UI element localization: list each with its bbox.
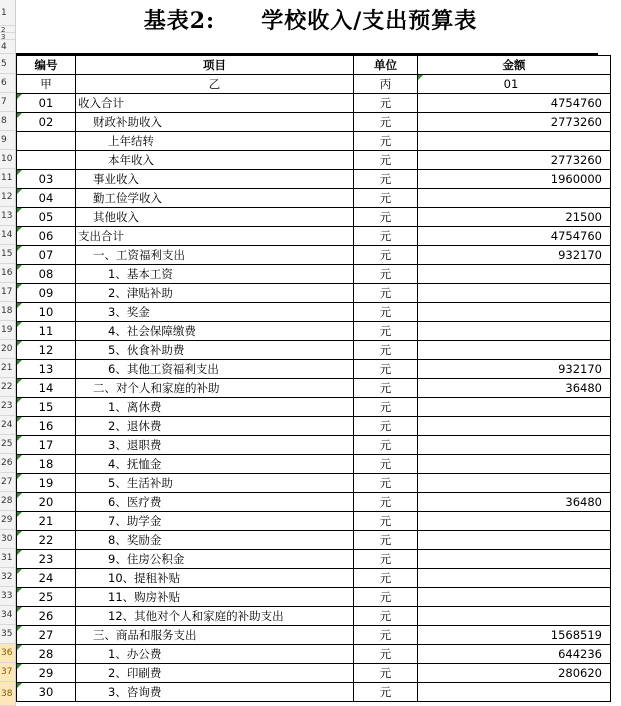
budget-table xyxy=(16,55,611,702)
cell-item[interactable]: 二、对个人和家庭的补助 xyxy=(76,379,354,398)
row-number[interactable]: 30 xyxy=(0,530,15,549)
cell-item[interactable]: 2、退休费 xyxy=(76,417,354,436)
cell-code[interactable]: 12 xyxy=(17,341,76,360)
cell-item[interactable]: 1、办公费 xyxy=(76,645,354,664)
cell-unit[interactable]: 元 xyxy=(354,436,418,455)
row-number[interactable]: 8 xyxy=(0,112,15,131)
subheader-code[interactable]: 甲 xyxy=(17,75,76,94)
cell-code[interactable]: 20 xyxy=(17,493,76,512)
title-main: 学校收入/支出预算表 xyxy=(261,8,478,34)
cell-unit[interactable]: 元 xyxy=(354,132,418,151)
cell-unit[interactable]: 元 xyxy=(354,322,418,341)
cell-amount[interactable]: 36480 xyxy=(418,379,611,398)
row-number[interactable]: 29 xyxy=(0,511,15,530)
cell-amount[interactable]: 1568519 xyxy=(418,626,611,645)
cell-item[interactable]: 11、购房补贴 xyxy=(76,588,354,607)
cell-item[interactable]: 10、提租补贴 xyxy=(76,569,354,588)
table-row xyxy=(17,170,611,189)
cell-item[interactable]: 财政补助收入 xyxy=(76,113,354,132)
header-amount[interactable]: 金额 xyxy=(418,56,611,75)
cell-code[interactable]: 02 xyxy=(17,113,76,132)
cell-code[interactable]: 10 xyxy=(17,303,76,322)
cell-item[interactable]: 事业收入 xyxy=(76,170,354,189)
subheader-item[interactable]: 乙 xyxy=(76,75,354,94)
cell-amount[interactable] xyxy=(418,436,611,455)
table-row xyxy=(17,322,611,341)
cell-item[interactable]: 6、其他工资福利支出 xyxy=(76,360,354,379)
table-row xyxy=(17,189,611,208)
cell-code[interactable]: 26 xyxy=(17,607,76,626)
row-number[interactable]: 2 xyxy=(0,26,15,33)
cell-item[interactable]: 3、咨询费 xyxy=(76,683,354,702)
cell-code[interactable]: 22 xyxy=(17,531,76,550)
row-number[interactable]: 12 xyxy=(0,188,15,207)
cell-amount[interactable]: 280620 xyxy=(418,664,611,683)
table-row xyxy=(17,607,611,626)
cell-unit[interactable]: 元 xyxy=(354,569,418,588)
cell-item[interactable]: 其他收入 xyxy=(76,208,354,227)
cell-code[interactable]: 05 xyxy=(17,208,76,227)
row-number[interactable]: 16 xyxy=(0,264,15,283)
budget-table-container xyxy=(16,53,602,702)
row-number[interactable]: 13 xyxy=(0,207,15,226)
cell-unit[interactable]: 元 xyxy=(354,455,418,474)
cell-unit[interactable]: 元 xyxy=(354,227,418,246)
row-number[interactable]: 35 xyxy=(0,625,15,644)
cell-unit[interactable]: 元 xyxy=(354,189,418,208)
row-number[interactable]: 25 xyxy=(0,435,15,454)
cell-item[interactable]: 4、社会保障缴费 xyxy=(76,322,354,341)
cell-code[interactable]: 30 xyxy=(17,683,76,702)
row-number[interactable]: 37 xyxy=(0,663,15,682)
table-row xyxy=(17,113,611,132)
cell-amount[interactable]: 2773260 xyxy=(418,151,611,170)
row-number[interactable]: 22 xyxy=(0,378,15,397)
cell-amount[interactable]: 4754760 xyxy=(418,227,611,246)
cell-amount[interactable]: 932170 xyxy=(418,360,611,379)
table-row xyxy=(17,493,611,512)
cell-code[interactable]: 14 xyxy=(17,379,76,398)
table-row xyxy=(17,151,611,170)
table-row xyxy=(17,246,611,265)
cell-amount[interactable] xyxy=(418,683,611,702)
row-number[interactable]: 38 xyxy=(0,682,15,706)
row-number[interactable]: 7 xyxy=(0,93,15,112)
cell-item[interactable]: 支出合计 xyxy=(76,227,354,246)
table-row xyxy=(17,360,611,379)
row-number[interactable]: 32 xyxy=(0,568,15,587)
cell-amount[interactable]: 2773260 xyxy=(418,113,611,132)
cell-item[interactable]: 8、奖励金 xyxy=(76,531,354,550)
cell-item[interactable]: 6、医疗费 xyxy=(76,493,354,512)
row-number[interactable]: 15 xyxy=(0,245,15,264)
cell-amount[interactable] xyxy=(418,607,611,626)
row-number[interactable]: 24 xyxy=(0,416,15,435)
cell-item[interactable]: 2、印刷费 xyxy=(76,664,354,683)
row-number[interactable]: 18 xyxy=(0,302,15,321)
cell-unit[interactable]: 元 xyxy=(354,531,418,550)
cell-unit[interactable]: 元 xyxy=(354,246,418,265)
row-number[interactable]: 14 xyxy=(0,226,15,245)
row-number[interactable]: 28 xyxy=(0,492,15,511)
row-number[interactable]: 5 xyxy=(0,54,15,74)
cell-code[interactable]: 04 xyxy=(17,189,76,208)
table-row xyxy=(17,398,611,417)
title-prefix: 基表2: xyxy=(143,8,216,34)
cell-unit[interactable]: 元 xyxy=(354,645,418,664)
cell-item[interactable]: 4、抚恤金 xyxy=(76,455,354,474)
cell-unit[interactable]: 元 xyxy=(354,94,418,113)
row-number[interactable]: 11 xyxy=(0,169,15,188)
cell-amount[interactable] xyxy=(418,189,611,208)
cell-unit[interactable]: 元 xyxy=(354,265,418,284)
table-row xyxy=(17,208,611,227)
cell-amount[interactable]: 21500 xyxy=(418,208,611,227)
table-row xyxy=(17,303,611,322)
cell-code[interactable]: 13 xyxy=(17,360,76,379)
cell-item[interactable]: 9、住房公积金 xyxy=(76,550,354,569)
cell-unit[interactable]: 元 xyxy=(354,170,418,189)
cell-unit[interactable]: 元 xyxy=(354,208,418,227)
table-row xyxy=(17,645,611,664)
subheader-unit[interactable]: 丙 xyxy=(354,75,418,94)
table-row xyxy=(17,531,611,550)
cell-code[interactable]: 09 xyxy=(17,284,76,303)
cell-code[interactable]: 25 xyxy=(17,588,76,607)
table-row xyxy=(17,436,611,455)
cell-amount[interactable] xyxy=(418,531,611,550)
row-number[interactable]: 20 xyxy=(0,340,15,359)
row-number[interactable]: 21 xyxy=(0,359,15,378)
table-row xyxy=(17,455,611,474)
cell-code[interactable]: 17 xyxy=(17,436,76,455)
cell-unit[interactable]: 元 xyxy=(354,550,418,569)
cell-unit[interactable]: 元 xyxy=(354,607,418,626)
cell-unit[interactable]: 元 xyxy=(354,626,418,645)
table-row xyxy=(17,284,611,303)
cell-code[interactable] xyxy=(17,151,76,170)
table-row xyxy=(17,265,611,284)
cell-amount[interactable] xyxy=(418,341,611,360)
cell-item[interactable]: 勤工俭学收入 xyxy=(76,189,354,208)
table-row xyxy=(17,588,611,607)
cell-unit[interactable]: 元 xyxy=(354,151,418,170)
cell-amount[interactable] xyxy=(418,398,611,417)
row-number[interactable]: 9 xyxy=(0,131,15,150)
row-number[interactable]: 1 xyxy=(0,0,15,26)
table-row xyxy=(17,474,611,493)
cell-amount[interactable] xyxy=(418,512,611,531)
cell-unit[interactable]: 元 xyxy=(354,113,418,132)
cell-code[interactable] xyxy=(17,132,76,151)
cell-unit[interactable]: 元 xyxy=(354,398,418,417)
row-number[interactable]: 4 xyxy=(0,40,15,54)
row-number[interactable]: 34 xyxy=(0,606,15,625)
table-row xyxy=(17,341,611,360)
table-row xyxy=(17,227,611,246)
header-item[interactable]: 项目 xyxy=(76,56,354,75)
row-number[interactable]: 19 xyxy=(0,321,15,340)
row-number[interactable]: 6 xyxy=(0,74,15,93)
row-number[interactable]: 33 xyxy=(0,587,15,606)
cell-code[interactable]: 06 xyxy=(17,227,76,246)
cell-item[interactable]: 2、津贴补助 xyxy=(76,284,354,303)
cell-unit[interactable]: 元 xyxy=(354,588,418,607)
cell-code[interactable]: 03 xyxy=(17,170,76,189)
cell-item[interactable]: 收入合计 xyxy=(76,94,354,113)
cell-unit[interactable]: 元 xyxy=(354,379,418,398)
cell-item[interactable]: 7、助学金 xyxy=(76,512,354,531)
cell-code[interactable]: 24 xyxy=(17,569,76,588)
cell-amount[interactable]: 4754760 xyxy=(418,94,611,113)
cell-item[interactable]: 上年结转 xyxy=(76,132,354,151)
cell-code[interactable]: 29 xyxy=(17,664,76,683)
row-number[interactable]: 36 xyxy=(0,644,15,663)
header-code[interactable]: 编号 xyxy=(17,56,76,75)
cell-code[interactable]: 16 xyxy=(17,417,76,436)
row-number[interactable]: 10 xyxy=(0,150,15,169)
cell-item[interactable]: 一、工资福利支出 xyxy=(76,246,354,265)
table-row xyxy=(17,94,611,113)
row-number[interactable]: 23 xyxy=(0,397,15,416)
cell-amount[interactable] xyxy=(418,132,611,151)
cell-item[interactable]: 12、其他对个人和家庭的补助支出 xyxy=(76,607,354,626)
table-row xyxy=(17,417,611,436)
table-row xyxy=(17,512,611,531)
row-number[interactable]: 17 xyxy=(0,283,15,302)
cell-amount[interactable]: 932170 xyxy=(418,246,611,265)
cell-unit[interactable]: 元 xyxy=(354,683,418,702)
table-row xyxy=(17,569,611,588)
subheader-amount[interactable]: 01 xyxy=(418,75,611,94)
cell-code[interactable]: 07 xyxy=(17,246,76,265)
cell-item[interactable]: 1、基本工资 xyxy=(76,265,354,284)
cell-code[interactable]: 21 xyxy=(17,512,76,531)
page-title xyxy=(0,4,621,35)
cell-code[interactable]: 28 xyxy=(17,645,76,664)
cell-unit[interactable]: 元 xyxy=(354,303,418,322)
cell-amount[interactable] xyxy=(418,417,611,436)
cell-item[interactable]: 1、离休费 xyxy=(76,398,354,417)
header-unit[interactable]: 单位 xyxy=(354,56,418,75)
cell-amount[interactable] xyxy=(418,284,611,303)
table-row xyxy=(17,379,611,398)
row-number[interactable]: 26 xyxy=(0,454,15,473)
cell-item[interactable]: 3、退职费 xyxy=(76,436,354,455)
table-row xyxy=(17,132,611,151)
cell-unit[interactable]: 元 xyxy=(354,493,418,512)
cell-amount[interactable] xyxy=(418,569,611,588)
cell-amount[interactable]: 644236 xyxy=(418,645,611,664)
cell-amount[interactable]: 1960000 xyxy=(418,170,611,189)
row-number[interactable]: 3 xyxy=(0,33,15,40)
cell-code[interactable]: 27 xyxy=(17,626,76,645)
cell-item[interactable]: 三、商品和服务支出 xyxy=(76,626,354,645)
cell-code[interactable]: 08 xyxy=(17,265,76,284)
table-row xyxy=(17,683,611,702)
cell-amount[interactable] xyxy=(418,474,611,493)
cell-amount[interactable] xyxy=(418,455,611,474)
cell-amount[interactable]: 36480 xyxy=(418,493,611,512)
cell-unit[interactable]: 元 xyxy=(354,474,418,493)
cell-unit[interactable]: 元 xyxy=(354,341,418,360)
table-header-row xyxy=(17,56,611,75)
table-row xyxy=(17,664,611,683)
cell-amount[interactable] xyxy=(418,322,611,341)
cell-unit[interactable]: 元 xyxy=(354,284,418,303)
cell-code[interactable]: 01 xyxy=(17,94,76,113)
cell-item[interactable]: 本年收入 xyxy=(76,151,354,170)
table-subheader-row xyxy=(17,75,611,94)
row-number[interactable]: 27 xyxy=(0,473,15,492)
cell-code[interactable]: 23 xyxy=(17,550,76,569)
cell-code[interactable]: 18 xyxy=(17,455,76,474)
cell-unit[interactable]: 元 xyxy=(354,512,418,531)
cell-item[interactable]: 5、伙食补助费 xyxy=(76,341,354,360)
cell-amount[interactable] xyxy=(418,265,611,284)
table-row xyxy=(17,550,611,569)
cell-amount[interactable] xyxy=(418,588,611,607)
cell-code[interactable]: 19 xyxy=(17,474,76,493)
cell-amount[interactable] xyxy=(418,303,611,322)
cell-code[interactable]: 11 xyxy=(17,322,76,341)
cell-unit[interactable]: 元 xyxy=(354,664,418,683)
cell-amount[interactable] xyxy=(418,550,611,569)
cell-item[interactable]: 5、生活补助 xyxy=(76,474,354,493)
cell-code[interactable]: 15 xyxy=(17,398,76,417)
row-number[interactable]: 31 xyxy=(0,549,15,568)
cell-unit[interactable]: 元 xyxy=(354,360,418,379)
cell-item[interactable]: 3、奖金 xyxy=(76,303,354,322)
cell-unit[interactable]: 元 xyxy=(354,417,418,436)
table-row xyxy=(17,626,611,645)
